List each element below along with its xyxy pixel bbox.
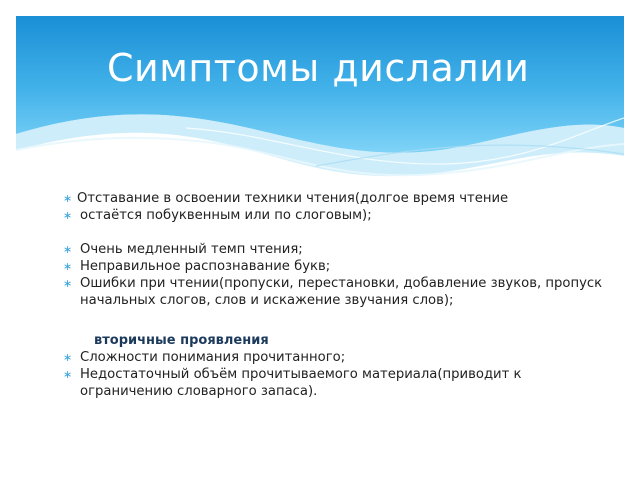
list-item	[63, 275, 603, 309]
list-item-text: Очень медленный темп чтения;	[80, 242, 303, 257]
list-item-text: Недостаточный объём прочитываемого материала(приводит к ограничению словарного запаса).	[80, 367, 522, 399]
bullet-icon: ∗	[63, 243, 73, 256]
bullet-icon: ∗	[63, 209, 73, 222]
list-item	[63, 366, 603, 400]
list-item-text: Ошибки при чтении(пропуски, перестановки, добавление звуков, пропуск начальных слогов, слов и искажение звучания слов);	[80, 276, 603, 308]
spacer	[63, 224, 603, 241]
header-wave-background	[16, 16, 624, 186]
bullet-icon: ∗	[63, 277, 73, 290]
list-item	[63, 207, 603, 224]
slide	[16, 16, 624, 464]
bullet-list	[63, 190, 603, 400]
list-item	[63, 241, 603, 258]
list-item-text: Неправильное распознавание букв;	[80, 259, 331, 274]
bullet-icon: ∗	[63, 351, 73, 364]
slide-title: Симптомы дислалии	[107, 46, 530, 90]
bullet-icon: ∗	[63, 368, 73, 381]
list-item-text: остаётся побуквенным или по слоговым);	[80, 208, 372, 223]
subheading: вторичные проявления	[94, 333, 269, 348]
list-item	[63, 349, 603, 366]
list-item-text: Отставание в освоении техники чтения(долгое время чтение	[77, 191, 509, 206]
list-item	[63, 190, 603, 207]
list-item-text: Сложности понимания прочитанного;	[80, 350, 346, 365]
bullet-icon: ∗	[63, 260, 73, 273]
list-item	[63, 258, 603, 275]
bullet-icon: ∗	[63, 192, 73, 205]
slide-header	[16, 16, 624, 186]
